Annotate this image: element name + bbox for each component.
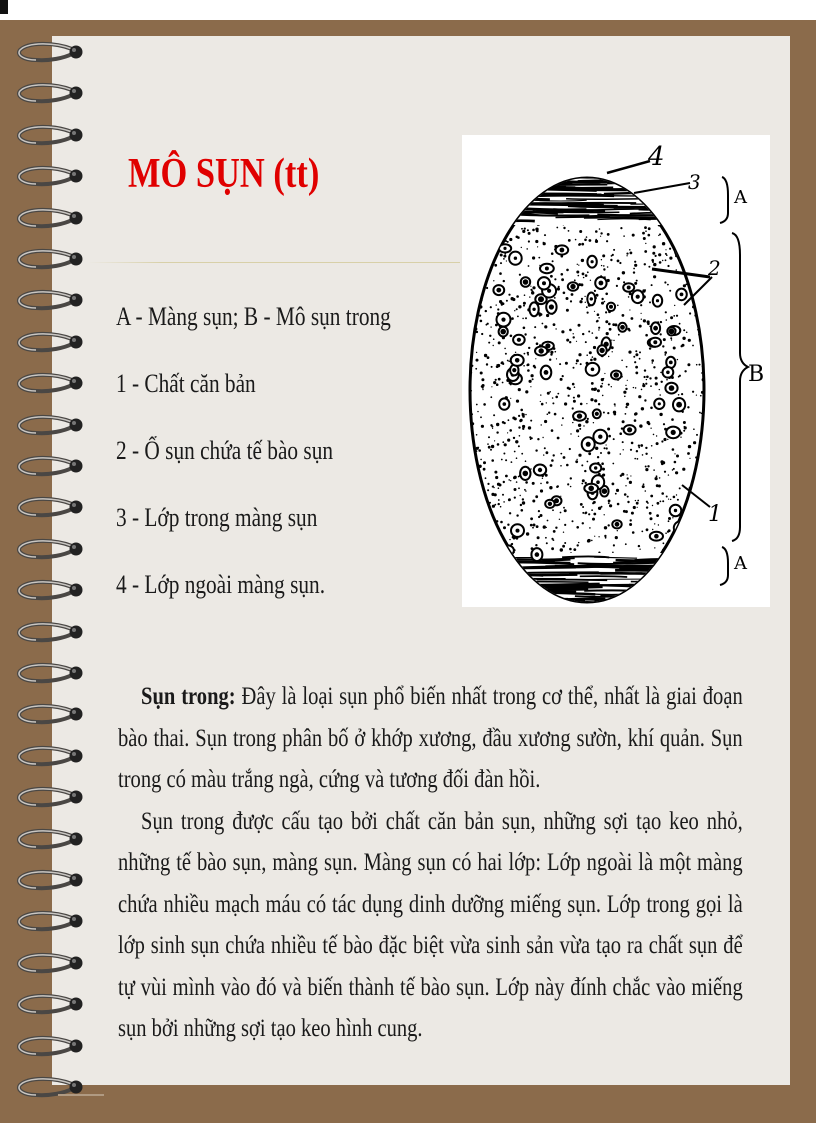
binding-ring — [14, 537, 88, 563]
binding-ring — [14, 495, 88, 521]
label-1: 1 — [708, 502, 722, 527]
label-b: B — [748, 362, 765, 387]
binding-ring — [14, 164, 88, 190]
label-4: 4 — [648, 142, 665, 172]
paragraph-1 — [118, 676, 743, 801]
label-a-top: A — [734, 187, 747, 208]
binding-ring — [14, 620, 88, 646]
binding-ring — [14, 744, 88, 770]
bracket-b — [732, 233, 748, 541]
binding-ring — [14, 992, 88, 1018]
leader-line-4 — [607, 161, 650, 173]
binding-ring — [14, 330, 88, 356]
legend-item-1: 1 - Chất căn bản — [116, 369, 256, 398]
title-divider — [88, 262, 460, 263]
binding-ring — [14, 827, 88, 853]
label-a-bottom: A — [734, 553, 747, 574]
top-bar — [0, 0, 816, 20]
paragraph-1-text: Đây là loại sụn phổ biến nhất trong cơ thể, nhất là giai đoạn bào thai. Sụn trong phân bố ở khớp xương, đầu xương sườn, khí quản. Sụn trong có màu trắng ngà, cứng và tương đối đàn hồi. — [118, 683, 743, 793]
binding-ring — [14, 1075, 88, 1101]
legend-item-2: 2 - Ổ sụn chứa tế bào sụn — [116, 436, 334, 465]
bracket-a-bottom — [720, 547, 728, 585]
paragraph-2-text: Sụn trong được cấu tạo bởi chất căn bản sụn, những sợi tạo keo nhỏ, những tế bào sụn, màng sụn. Màng sụn có hai lớp: Lớp ngoài là một màng chứa nhiều mạch máu có tác dụng dinh dưỡng miếng sụn. Lớp trong gọi là lớp sinh sụn chứa nhiều tế bào đặc biệt vừa sinh sản vừa tạo ra chất sụn để tự vùi mình vào đó và biến thành tế bào sụn. Lớp này đính chắc vào miếng sụn bởi những sợi tạo keo hình cung. — [118, 807, 743, 1042]
binding-ring — [14, 868, 88, 894]
binding-ring — [14, 578, 88, 604]
term-hyaline-cartilage: Sụn trong: — [141, 683, 236, 710]
binding-ring — [14, 413, 88, 439]
binding-ring — [14, 288, 88, 314]
binding-ring — [14, 702, 88, 728]
binding-ring — [14, 371, 88, 397]
label-2: 2 — [708, 256, 721, 280]
legend-item-ab: A - Màng sụn; B - Mô sụn trong — [116, 302, 391, 331]
legend-item-4: 4 - Lớp ngoài màng sụn. — [116, 570, 326, 599]
binding-ring — [14, 909, 88, 935]
binding-ring — [14, 123, 88, 149]
binding-ring — [14, 454, 88, 480]
cartilage-diagram — [462, 135, 770, 607]
binding-ring — [14, 785, 88, 811]
label-3: 3 — [688, 170, 701, 194]
binding-ring — [14, 206, 88, 232]
binding-ring — [14, 40, 88, 66]
corner-mark — [0, 0, 8, 14]
binding-ring — [14, 951, 88, 977]
binding-ring — [14, 247, 88, 273]
leader-line-3 — [634, 183, 690, 193]
paragraph-2 — [118, 801, 743, 1050]
binding-ring — [14, 81, 88, 107]
body-text — [118, 676, 743, 1050]
legend-item-3: 3 - Lớp trong màng sụn — [116, 503, 318, 532]
cartilage-diagram-svg — [462, 135, 770, 607]
bracket-a-top — [720, 177, 728, 223]
slide-title: MÔ SỤN (tt) — [128, 151, 320, 197]
binding-ring — [14, 1034, 88, 1060]
footer-line — [58, 1094, 104, 1096]
binding-ring — [14, 661, 88, 687]
